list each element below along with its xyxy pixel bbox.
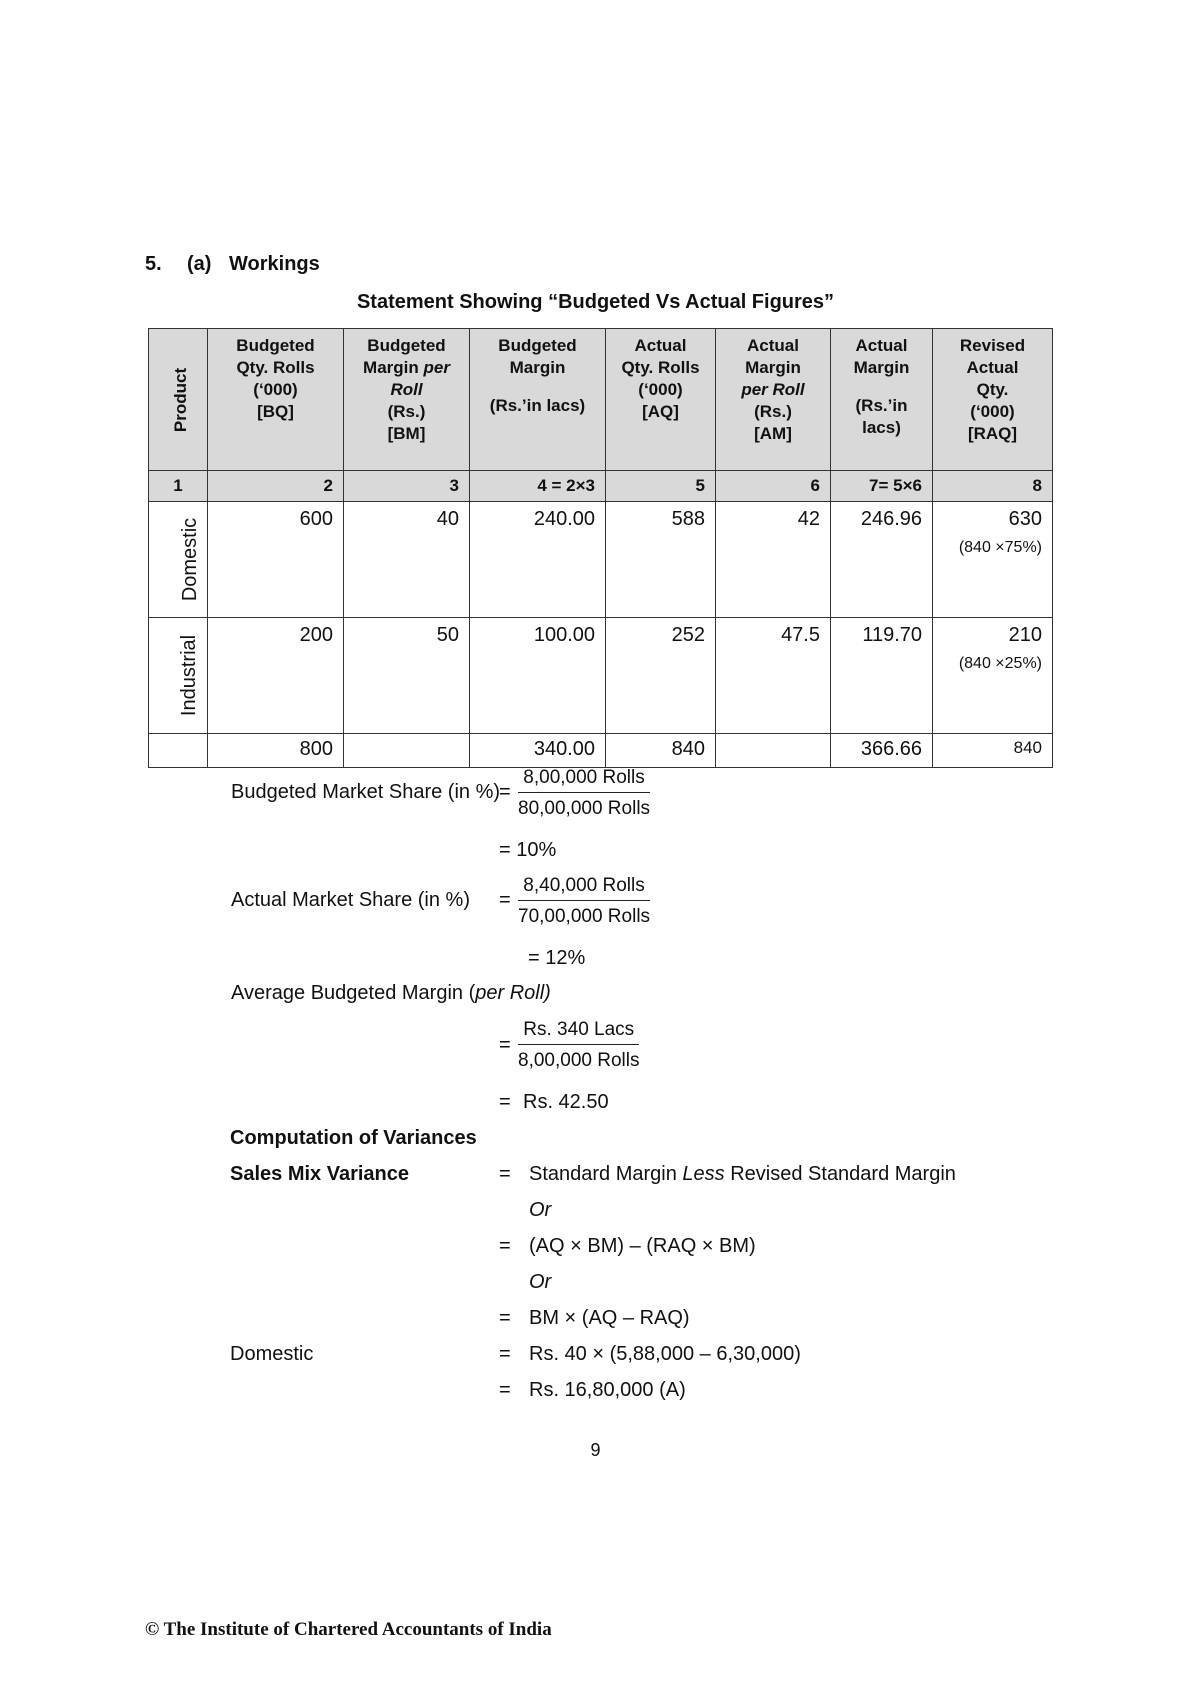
budget-vs-actual-table [148,328,1053,768]
or-text: Or [529,1199,552,1221]
index-cell: 3 [344,471,470,502]
cell-budgeted-margin: 240.00 [470,502,606,618]
column-index-row [149,471,1053,502]
footer-copyright: © The Institute of Chartered Accountants of India [145,1619,552,1640]
average-budgeted-margin-label: Average Budgeted Margin (per Roll) [231,982,551,1004]
table-header-row [149,329,1053,471]
equals-sign: = [499,889,511,911]
header-actual-qty: Actual Qty. Rolls (‘000) [AQ] [606,329,716,471]
total-aq: 840 [606,734,716,768]
total-bq: 800 [208,734,344,768]
total-raq: 840 [933,734,1053,768]
smv-formula-line-3: BM × (AQ – RAQ) [529,1307,690,1329]
or-text: Or [529,1271,552,1293]
equals-sign: = [499,1379,511,1401]
index-cell: 4 = 2×3 [470,471,606,502]
equals-sign: = [499,1091,511,1113]
table-row-domestic [149,502,1053,618]
total-bm [344,734,470,768]
header-product: Product [149,329,208,471]
actual-market-share-result: = 12% [528,947,586,969]
fraction-denominator: 70,00,000 Rolls [518,906,651,927]
product-cell: Industrial [149,618,208,734]
index-cell: 1 [149,471,208,502]
fraction-numerator: 8,00,000 Rolls [518,767,650,793]
fraction-numerator: Rs. 340 Lacs [518,1019,639,1045]
fraction-denominator: 8,00,000 Rolls [518,1050,640,1071]
domestic-label: Domestic [230,1343,314,1365]
fraction-numerator: 8,40,000 Rolls [518,875,650,901]
cell-bq: 600 [208,502,344,618]
header-budgeted-margin-per-roll: Budgeted Margin per Roll (Rs.) [BM] [344,329,470,471]
total-budgeted-margin: 340.00 [470,734,606,768]
header-actual-margin-per-roll: Actual Margin per Roll (Rs.) [AM] [716,329,831,471]
section-title: Workings [229,253,320,275]
product-cell: Domestic [149,502,208,618]
fraction-denominator: 80,00,000 Rolls [518,798,651,819]
cell-actual-margin: 119.70 [831,618,933,734]
cell-bm: 50 [344,618,470,734]
domestic-calc-line-1: Rs. 40 × (5,88,000 – 6,30,000) [529,1343,801,1365]
index-cell: 7= 5×6 [831,471,933,502]
equals-sign: = [499,781,511,803]
section-part: (a) [187,253,212,275]
smv-formula-line-2: (AQ × BM) – (RAQ × BM) [529,1235,756,1257]
total-am [716,734,831,768]
index-cell: 8 [933,471,1053,502]
cell-actual-margin: 246.96 [831,502,933,618]
equals-sign: = [499,1235,511,1257]
section-number: 5. [145,253,162,275]
cell-am: 47.5 [716,618,831,734]
total-product-cell [149,734,208,768]
cell-budgeted-margin: 100.00 [470,618,606,734]
header-revised-actual-qty: Revised Actual Qty. (‘000) [RAQ] [933,329,1053,471]
domestic-calc-line-2: Rs. 16,80,000 (A) [529,1379,686,1401]
variances-heading: Computation of Variances [230,1127,477,1149]
budgeted-market-share-fraction [518,767,650,820]
cell-aq: 588 [606,502,716,618]
raq-note: (840 ×25%) [958,655,1042,672]
equals-sign: = [499,1307,511,1329]
actual-market-share-label: Actual Market Share (in %) [231,889,470,911]
equals-sign: = [499,1163,511,1185]
table-row-industrial [149,618,1053,734]
equals-sign: = [499,1034,511,1056]
header-actual-margin: Actual Margin (Rs.’in lacs) [831,329,933,471]
total-actual-margin: 366.66 [831,734,933,768]
cell-raq: 210 (840 ×25%) [933,618,1053,734]
raq-note: (840 ×75%) [958,539,1042,556]
header-budgeted-qty: Budgeted Qty. Rolls (‘000) [BQ] [208,329,344,471]
budgeted-market-share-result: = 10% [499,839,557,861]
budgeted-market-share-label: Budgeted Market Share (in %) [231,781,501,803]
smv-formula-line-1: Standard Margin Less Revised Standard Margin [529,1163,956,1185]
table-row-total [149,734,1053,768]
average-budgeted-margin-result: Rs. 42.50 [523,1091,609,1113]
statement-title: Statement Showing “Budgeted Vs Actual Figures” [356,291,835,313]
cell-raq: 630 (840 ×75%) [933,502,1053,618]
sales-mix-variance-label: Sales Mix Variance [230,1163,410,1185]
equals-sign: = [499,1343,511,1365]
index-cell: 2 [208,471,344,502]
index-cell: 6 [716,471,831,502]
average-budgeted-margin-fraction [518,1019,639,1072]
page-number: 9 [590,1440,601,1460]
actual-market-share-fraction [518,875,650,928]
cell-bm: 40 [344,502,470,618]
index-cell: 5 [606,471,716,502]
header-budgeted-margin: Budgeted Margin (Rs.’in lacs) [470,329,606,471]
cell-aq: 252 [606,618,716,734]
cell-bq: 200 [208,618,344,734]
cell-am: 42 [716,502,831,618]
